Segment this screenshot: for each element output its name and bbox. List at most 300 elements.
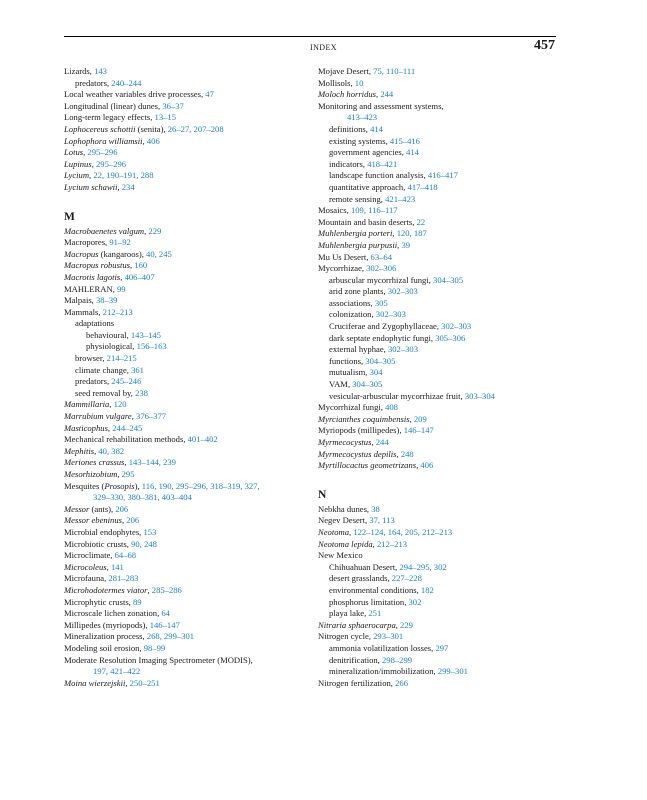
entry-term: Lycium [64, 170, 90, 181]
page-references: 227–228 [391, 573, 422, 584]
index-entry [318, 437, 568, 449]
entry-term: Lotus [64, 147, 84, 158]
entry-term: Lycium schawii [64, 181, 118, 192]
page-references: 146–147 [403, 425, 434, 436]
index-entry [64, 112, 304, 124]
page-references: 156–163 [136, 341, 167, 352]
page-references: 38 [371, 503, 380, 514]
entry-term: Malpais, [64, 295, 96, 306]
entry-term: Microclimate, [64, 550, 115, 561]
page-references: 302 [408, 596, 422, 607]
entry-term: mutualism, [329, 367, 370, 378]
index-entry [318, 321, 568, 333]
index-entry [318, 275, 568, 287]
index-entry [318, 252, 568, 264]
entry-term-rest: (ants), [89, 503, 116, 514]
section-letter: N [318, 488, 327, 501]
entry-term: Mammillaria [64, 399, 110, 410]
entry-term-rest: , [397, 239, 402, 250]
entry-term-rest: ), [134, 480, 142, 491]
entry-term: Local weather variables drive processes, [64, 89, 206, 100]
entry-term: external hyphae, [329, 344, 388, 355]
index-entry [64, 539, 304, 551]
index-entry [64, 78, 304, 90]
page-references: 406–407 [124, 271, 155, 282]
index-entry [64, 260, 304, 272]
entry-term: Microhodotermes viator [64, 584, 148, 595]
entry-term: predators, [75, 376, 112, 387]
entry-term: MAHLERAN, [64, 283, 117, 294]
page-references: 295–296 [96, 158, 127, 169]
page-references: 304–305 [352, 379, 383, 390]
entry-term: Microscale lichen zonation, [64, 608, 162, 619]
index-entry [64, 353, 304, 365]
page-references: 281–283 [108, 573, 139, 584]
page-references: 414 [370, 123, 383, 134]
index-entry [64, 631, 304, 643]
index-entry [64, 388, 304, 400]
page-references: 305–306 [435, 332, 466, 343]
index-entry [64, 376, 304, 388]
entry-term: Mountain and basin deserts, [318, 216, 417, 227]
page-references: 415–416 [389, 135, 420, 146]
page-references: 37, 113 [369, 515, 395, 526]
index-column-left [64, 66, 304, 689]
page-references: 376–377 [136, 411, 167, 422]
entry-term: ammonia volatilization losses, [329, 642, 436, 653]
entry-term: Mineralization process, [64, 631, 147, 642]
index-entry [64, 124, 304, 136]
entry-term: Nebkha dunes, [318, 503, 372, 514]
entry-term-rest: , [144, 225, 149, 236]
entry-term-rest: , [371, 437, 376, 447]
entry-term: Mesquites ( [64, 480, 105, 491]
index-entry [64, 365, 304, 377]
entry-term: Neotoma [318, 526, 350, 537]
page-references: 294–295, 302 [399, 561, 447, 572]
index-entry [64, 318, 304, 330]
page-references: 248 [400, 448, 414, 459]
entry-term-rest: , [106, 561, 111, 572]
index-entry [318, 460, 568, 472]
entry-term: Mesorhizobium [64, 469, 118, 479]
index-entry [318, 666, 568, 678]
entry-term: adaptations [75, 318, 115, 329]
index-entry [64, 573, 304, 585]
page-references: 90, 248 [131, 538, 157, 549]
page-references: 329–330, 380–381, 403–404 [93, 492, 192, 503]
page-references: 304–305 [433, 274, 464, 285]
index-entry [64, 457, 304, 469]
page-references: 143–144, 239 [128, 457, 176, 468]
index-entry [64, 608, 304, 620]
page-references: 266 [395, 677, 408, 688]
page-references: 40, 245 [146, 248, 172, 259]
page-references: 303–304 [464, 390, 495, 401]
entry-term: Nitrogen fertilization, [318, 677, 396, 688]
entry-term: Mycorrhizae, [318, 263, 367, 274]
entry-term: Moina wierzejskii [64, 677, 126, 688]
entry-term: Mojave Desert, [318, 66, 374, 76]
entry-term-rest: , [372, 538, 377, 549]
page-references: 251 [368, 608, 382, 619]
entry-term: Mu Us Desert, [318, 251, 371, 262]
page-references: 401–402 [187, 434, 218, 445]
page-references: 238 [135, 387, 148, 398]
page-references: 153 [143, 526, 157, 537]
entry-term: Millipedes (myriopods), [64, 619, 150, 630]
page-references: 295 [121, 469, 135, 479]
index-entry [318, 228, 568, 240]
running-header-title: INDEX [310, 43, 337, 52]
page-references: 120, 187 [396, 228, 427, 239]
page-references: 229 [148, 225, 162, 236]
entry-term: Longitudinal (linear) dunes, [64, 100, 163, 111]
entry-term: Moderate Resolution Imaging Spectrometer (MODIS), [64, 654, 253, 665]
entry-term: Moloch horridus [318, 89, 377, 100]
entry-term-rest: , [117, 181, 122, 192]
page-references: 116, 190, 295–296, 318–319, 327, [141, 480, 260, 491]
index-column-right [318, 66, 568, 689]
page-references: 406 [420, 460, 434, 471]
entry-term: Macropores, [64, 237, 110, 248]
entry-term-rest: , [94, 445, 99, 456]
page-references: 120 [113, 399, 127, 410]
page-references: 408 [385, 402, 398, 413]
page-references: 293–301 [373, 631, 404, 642]
page-references: 160 [134, 260, 148, 271]
index-entry [64, 399, 304, 411]
index-entry [64, 170, 304, 182]
entry-term: environmental conditions, [329, 584, 421, 595]
entry-term: Mechanical rehabilitation methods, [64, 434, 188, 445]
index-entry [64, 237, 304, 249]
entry-term: Muhlenbergia porteri [318, 228, 393, 239]
index-entry [64, 423, 304, 435]
index-entry [64, 481, 304, 493]
index-entry [318, 356, 568, 368]
index-entry [318, 170, 568, 182]
index-entry [318, 414, 568, 426]
index-entry [318, 217, 568, 229]
index-entry [64, 562, 304, 574]
index-entry [64, 226, 304, 238]
entry-term: Marrubium vulgare [64, 411, 132, 422]
entry-term: Microphytic crusts, [64, 596, 133, 607]
index-entry [64, 655, 304, 667]
page-references: 414 [406, 147, 419, 158]
entry-term-rest: , [396, 448, 401, 459]
entry-term: Mycorrhizal fungi, [318, 402, 386, 413]
index-entry [64, 620, 304, 632]
entry-term: quantitative approach, [329, 181, 408, 192]
index-entry [318, 678, 568, 690]
entry-term: Long-term legacy effects, [64, 112, 155, 123]
page-references: 212–213 [376, 538, 408, 549]
entry-term-italic: Prosopis [104, 480, 135, 491]
page-references: 304–305 [365, 355, 396, 366]
entry-term: associations, [329, 297, 375, 308]
page-references: 416–417 [427, 170, 458, 181]
page-references: 146–147 [149, 619, 180, 630]
index-entry [64, 249, 304, 261]
page-references: 298–299 [381, 654, 413, 665]
entry-term: browser, [75, 353, 107, 364]
index-entry [318, 66, 568, 78]
entry-term: Mammals, [64, 306, 103, 317]
index-entry [318, 367, 568, 379]
page-references: 244–245 [112, 422, 143, 433]
page-references: 64–68 [114, 550, 137, 561]
index-entry [318, 286, 568, 298]
page-references: 209 [413, 413, 427, 424]
page-references: 22, 190–191, 288 [93, 170, 154, 181]
entry-term: arbuscular mycorrhizal fungi, [329, 274, 434, 285]
section-letter: M [64, 210, 75, 223]
index-entry [64, 136, 304, 148]
page-references: 206 [126, 515, 140, 526]
index-entry [64, 527, 304, 539]
page-references: 240–244 [111, 77, 142, 88]
entry-term: colonization, [329, 309, 376, 320]
index-entry [64, 66, 304, 78]
index-entry [64, 272, 304, 284]
index-entry [64, 585, 304, 597]
entry-term: denitrification, [329, 654, 382, 665]
entry-term: Macrobaenetes valgum [64, 225, 145, 236]
index-entry [318, 344, 568, 356]
entry-term: Mollisols, [318, 77, 355, 88]
page-references: 91–92 [109, 237, 131, 248]
entry-term-rest: , [409, 413, 414, 424]
entry-term: dark septate endophytic fungi, [329, 332, 436, 343]
entry-term: Myrmecocystus depilis [318, 448, 397, 459]
index-entry [64, 89, 304, 101]
page-references: 417–418 [407, 181, 438, 192]
entry-term: Mosaics, [318, 205, 351, 216]
index-entry [318, 449, 568, 461]
page-references: 304 [369, 367, 383, 378]
page-references: 143–145 [130, 329, 161, 340]
page-references: 197, 421–422 [93, 666, 141, 677]
entry-term: Myriopods (millipedes), [318, 425, 404, 436]
index-entry [318, 78, 568, 90]
entry-term: phosphorus limitation, [329, 596, 409, 607]
entry-term: predators, [75, 77, 112, 88]
entry-term: Neotoma lepida [318, 538, 373, 549]
index-entry [64, 159, 304, 171]
entry-term: Lizards, [64, 66, 95, 76]
page-references: 214–215 [106, 353, 137, 364]
index-entry [64, 515, 304, 527]
entry-term-rest: , [107, 422, 113, 433]
index-entry [318, 205, 568, 217]
index-entry [318, 240, 568, 252]
entry-term: definitions, [329, 123, 371, 134]
index-entry [318, 425, 568, 437]
entry-term: Microbiotic crusts, [64, 538, 132, 549]
index-entry [318, 333, 568, 345]
entry-term: Microbial endophytes, [64, 526, 144, 537]
page-references: 302–303 [387, 344, 419, 355]
entry-term-rest: , [131, 411, 137, 422]
index-entry [318, 608, 568, 620]
page-references: 39 [401, 239, 411, 250]
entry-term: behavioural, [86, 329, 131, 340]
index-entry [318, 515, 568, 527]
entry-term: climate change, [75, 364, 132, 375]
page-references: 406 [146, 135, 160, 146]
page-references: 285–286 [151, 584, 182, 595]
entry-term-rest: , [83, 147, 88, 158]
index-entry [318, 263, 568, 275]
entry-term: Lophocereus schottii [64, 123, 136, 134]
index-entry [64, 101, 304, 113]
entry-term-rest: , [122, 515, 127, 526]
page-references: 299–301 [437, 666, 468, 677]
entry-term-rest: (kangaroos), [98, 248, 147, 259]
entry-term-rest: , [117, 469, 122, 479]
entry-term: Microcoleus [64, 561, 107, 572]
entry-term: Messor [64, 503, 90, 514]
entry-term: Masticophus [64, 422, 108, 433]
index-entry [318, 298, 568, 310]
entry-term: Mephitis [64, 445, 95, 456]
entry-term: playa lake, [329, 608, 369, 619]
entry-term: desert grasslands, [329, 573, 392, 584]
index-entry [64, 643, 304, 655]
entry-term-rest: , [129, 260, 135, 271]
page-references: 229 [400, 619, 413, 630]
entry-term: seed removal by, [75, 387, 136, 398]
page-references: 122–124, 164, 205, 212–213 [353, 526, 453, 537]
entry-term-rest: , [376, 89, 381, 100]
page-references: 36–37 [162, 100, 184, 111]
entry-term: landscape function analysis, [329, 170, 428, 181]
index-entry [318, 550, 568, 562]
page-references: 244 [380, 89, 394, 100]
page-references: 361 [131, 364, 144, 375]
index-entry [318, 89, 568, 101]
entry-term: Macropus [64, 248, 99, 259]
page-references: 143 [94, 66, 107, 76]
page-references: 302–303 [387, 286, 418, 297]
index-entry [318, 182, 568, 194]
index-entry [318, 309, 568, 321]
entry-term-rest: , [416, 460, 421, 471]
entry-term-rest: , [395, 619, 401, 630]
page-references: 182 [420, 584, 434, 595]
entry-term: Macrotis lagotis [64, 271, 121, 282]
index-entry [318, 631, 568, 643]
entry-term: New Mexico [318, 550, 363, 561]
entry-term: functions, [329, 355, 366, 366]
entry-term: Nitraria sphaerocarpa [318, 619, 396, 630]
entry-term-rest: (senita), [135, 123, 168, 134]
entry-term: indicators, [329, 158, 368, 169]
page-references: 244 [375, 437, 389, 447]
page-references: 268, 299–301 [146, 631, 195, 642]
entry-term: Modeling soil erosion, [64, 642, 144, 653]
page-references: 413–423 [347, 112, 378, 123]
entry-term: Monitoring and assessment systems, [318, 100, 444, 111]
index-entry [318, 101, 568, 113]
index-entry [318, 539, 568, 551]
index-entry [318, 655, 568, 667]
index-entry-continuation [64, 492, 304, 504]
page-references: 250–251 [129, 677, 160, 688]
page-references: 302–303 [441, 321, 472, 332]
index-entry [64, 411, 304, 423]
page-references: 418–421 [367, 158, 398, 169]
entry-term: existing systems, [329, 135, 390, 146]
entry-term: Messor ebeninus [64, 515, 122, 526]
index-entry [318, 597, 568, 609]
entry-term: remote sensing, [329, 193, 386, 204]
entry-term: physiological, [86, 341, 137, 352]
page-references: 421–423 [385, 193, 416, 204]
index-entry [64, 147, 304, 159]
entry-term-rest: , [89, 170, 94, 181]
entry-term: government agencies, [329, 147, 407, 158]
page-references: 206 [115, 503, 129, 514]
page-references: 75, 110–111 [373, 66, 416, 76]
entry-term-rest: , [147, 584, 152, 595]
index-entry [64, 469, 304, 481]
index-entry [318, 136, 568, 148]
index-entry [318, 194, 568, 206]
entry-term: Nitrogen cycle, [318, 631, 374, 642]
page-references: 295–296 [87, 147, 118, 158]
page-references: 141 [110, 561, 124, 572]
entry-term-rest: , [392, 228, 397, 239]
page-references: 302–303 [375, 309, 406, 320]
entry-term: Myrmecocystus [318, 437, 372, 447]
page-references: 47 [205, 89, 214, 100]
index-entry [64, 284, 304, 296]
index-entry [64, 295, 304, 307]
page-references: 38–39 [95, 295, 118, 306]
page-references: 305 [374, 297, 388, 308]
entry-term-rest: , [125, 677, 130, 688]
page-references: 234 [121, 181, 135, 192]
entry-term: Muhlenbergia purpusii [318, 239, 398, 250]
entry-term-rest: , [349, 526, 354, 537]
index-entry [318, 562, 568, 574]
entry-term: mineralization/immobilization, [329, 666, 438, 677]
index-entry [318, 527, 568, 539]
header-rule [64, 36, 556, 37]
page-references: 13–15 [154, 112, 176, 123]
entry-term: Myrcianthes coquimbensis [318, 413, 410, 424]
index-entry [64, 182, 304, 194]
index-entry [318, 391, 568, 403]
entry-term: Microfauna, [64, 573, 109, 584]
entry-term-rest: , [91, 158, 96, 169]
index-entry [318, 379, 568, 391]
page-references: 10 [354, 77, 364, 88]
entry-term: Negev Desert, [318, 515, 370, 526]
entry-term: Lupinus [64, 158, 92, 169]
entry-term: Myrtillocactus geometrizans [318, 460, 417, 471]
index-entry [318, 504, 568, 516]
entry-term-rest: , [142, 135, 147, 146]
page-references: 302–306 [366, 263, 397, 274]
entry-term: Macropus robustus [64, 260, 130, 271]
index-entry [64, 597, 304, 609]
page-references: 245–246 [111, 376, 142, 387]
index-entry [64, 550, 304, 562]
